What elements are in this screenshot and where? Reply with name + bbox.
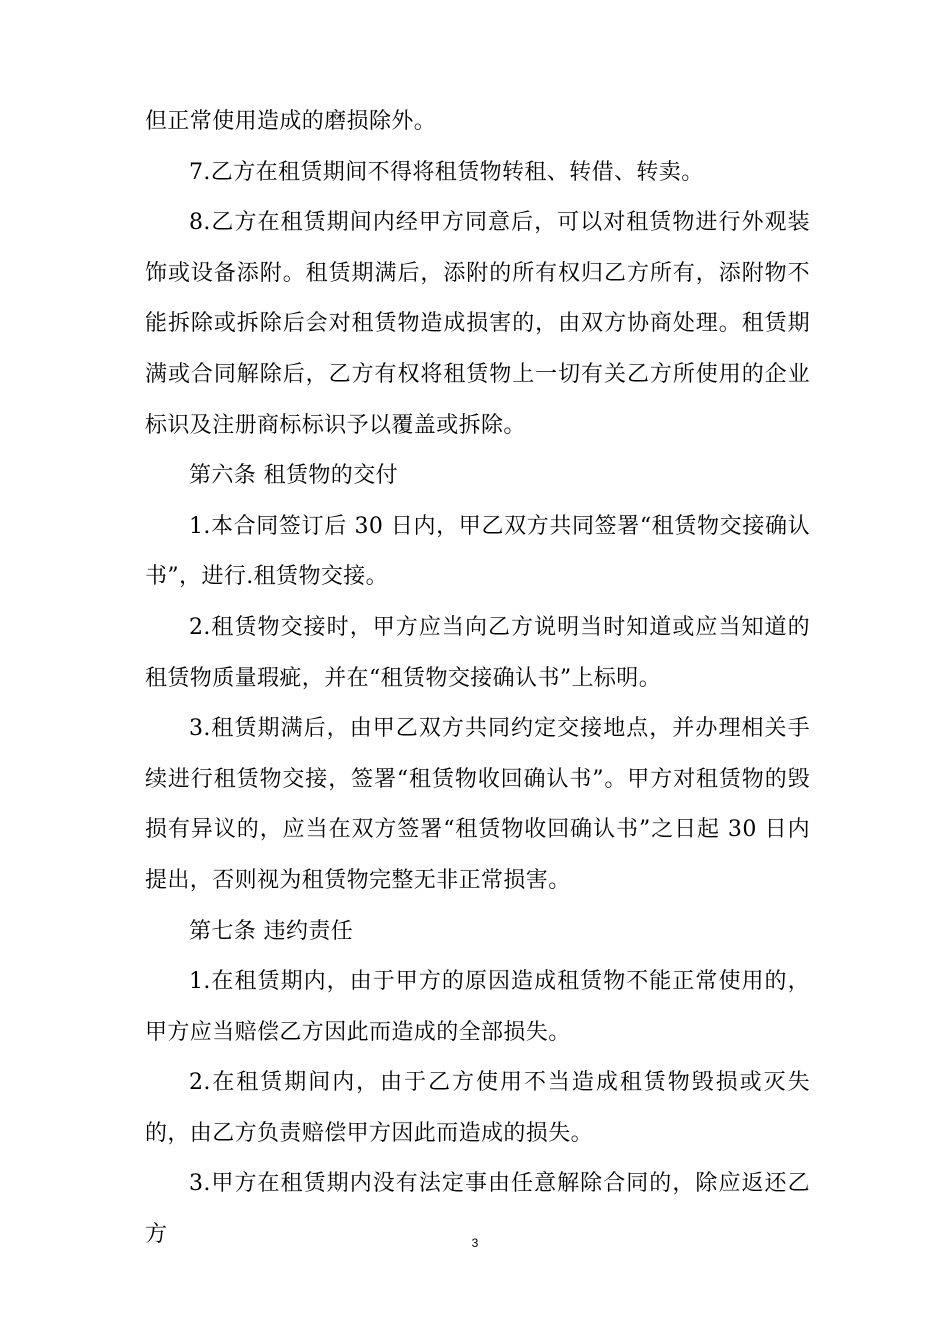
page-number: 3 <box>471 1236 479 1250</box>
section-heading: 第六条 租赁物的交付 <box>189 463 398 489</box>
paragraph: 1.在租赁期内，由于甲方的原因造成租赁物不能正常使用的，甲方应当赔偿乙方因此而造成的全部损失。 <box>145 969 810 1045</box>
paragraph: 1.本合同签订后 30 日内，甲乙双方共同签署“租赁物交接确认书”，进行.租赁物交接。 <box>145 513 810 590</box>
paragraph: 2.租赁物交接时，甲方应当向乙方说明当时知道或应当知道的租赁物质量瑕疵，并在“租赁物交接确认书”上标明。 <box>145 614 810 691</box>
paragraph: 2.在租赁期间内，由于乙方使用不当造成租赁物毁损或灭失的，由乙方负责赔偿甲方因此而造成的损失。 <box>145 1070 810 1146</box>
paragraph: 3.租赁期满后，由甲乙双方共同约定交接地点，并办理相关手续进行租赁物交接，签署“租赁物收回确认书”。甲方对租赁物的毁损有异议的，应当在双方签署“租赁物收回确认书”之日起 30 日内提出，否则视为租赁物完整无非正常损害。 <box>145 716 810 893</box>
paragraph: 8.乙方在租赁期间内经甲方同意后，可以对租赁物进行外观装饰或设备添附。租赁期满后，添附的所有权归乙方所有，添附物不能拆除或拆除后会对租赁物造成损害的，由双方协商处理。租赁期满或合同解除后，乙方有权将租赁物上一切有关乙方所使用的企业标识及注册商标标识予以覆盖或拆除。 <box>145 210 810 438</box>
paragraph: 但正常使用造成的磨损除外。 <box>145 109 437 134</box>
paragraph: 3.甲方在租赁期内没有法定事由任意解除合同的，除应返还乙方 <box>145 1171 810 1248</box>
section-heading: 第七条 违约责任 <box>189 918 354 944</box>
paragraph: 7.乙方在租赁期间不得将租赁物转租、转借、转卖。 <box>189 159 704 185</box>
document-body <box>145 97 810 1261</box>
